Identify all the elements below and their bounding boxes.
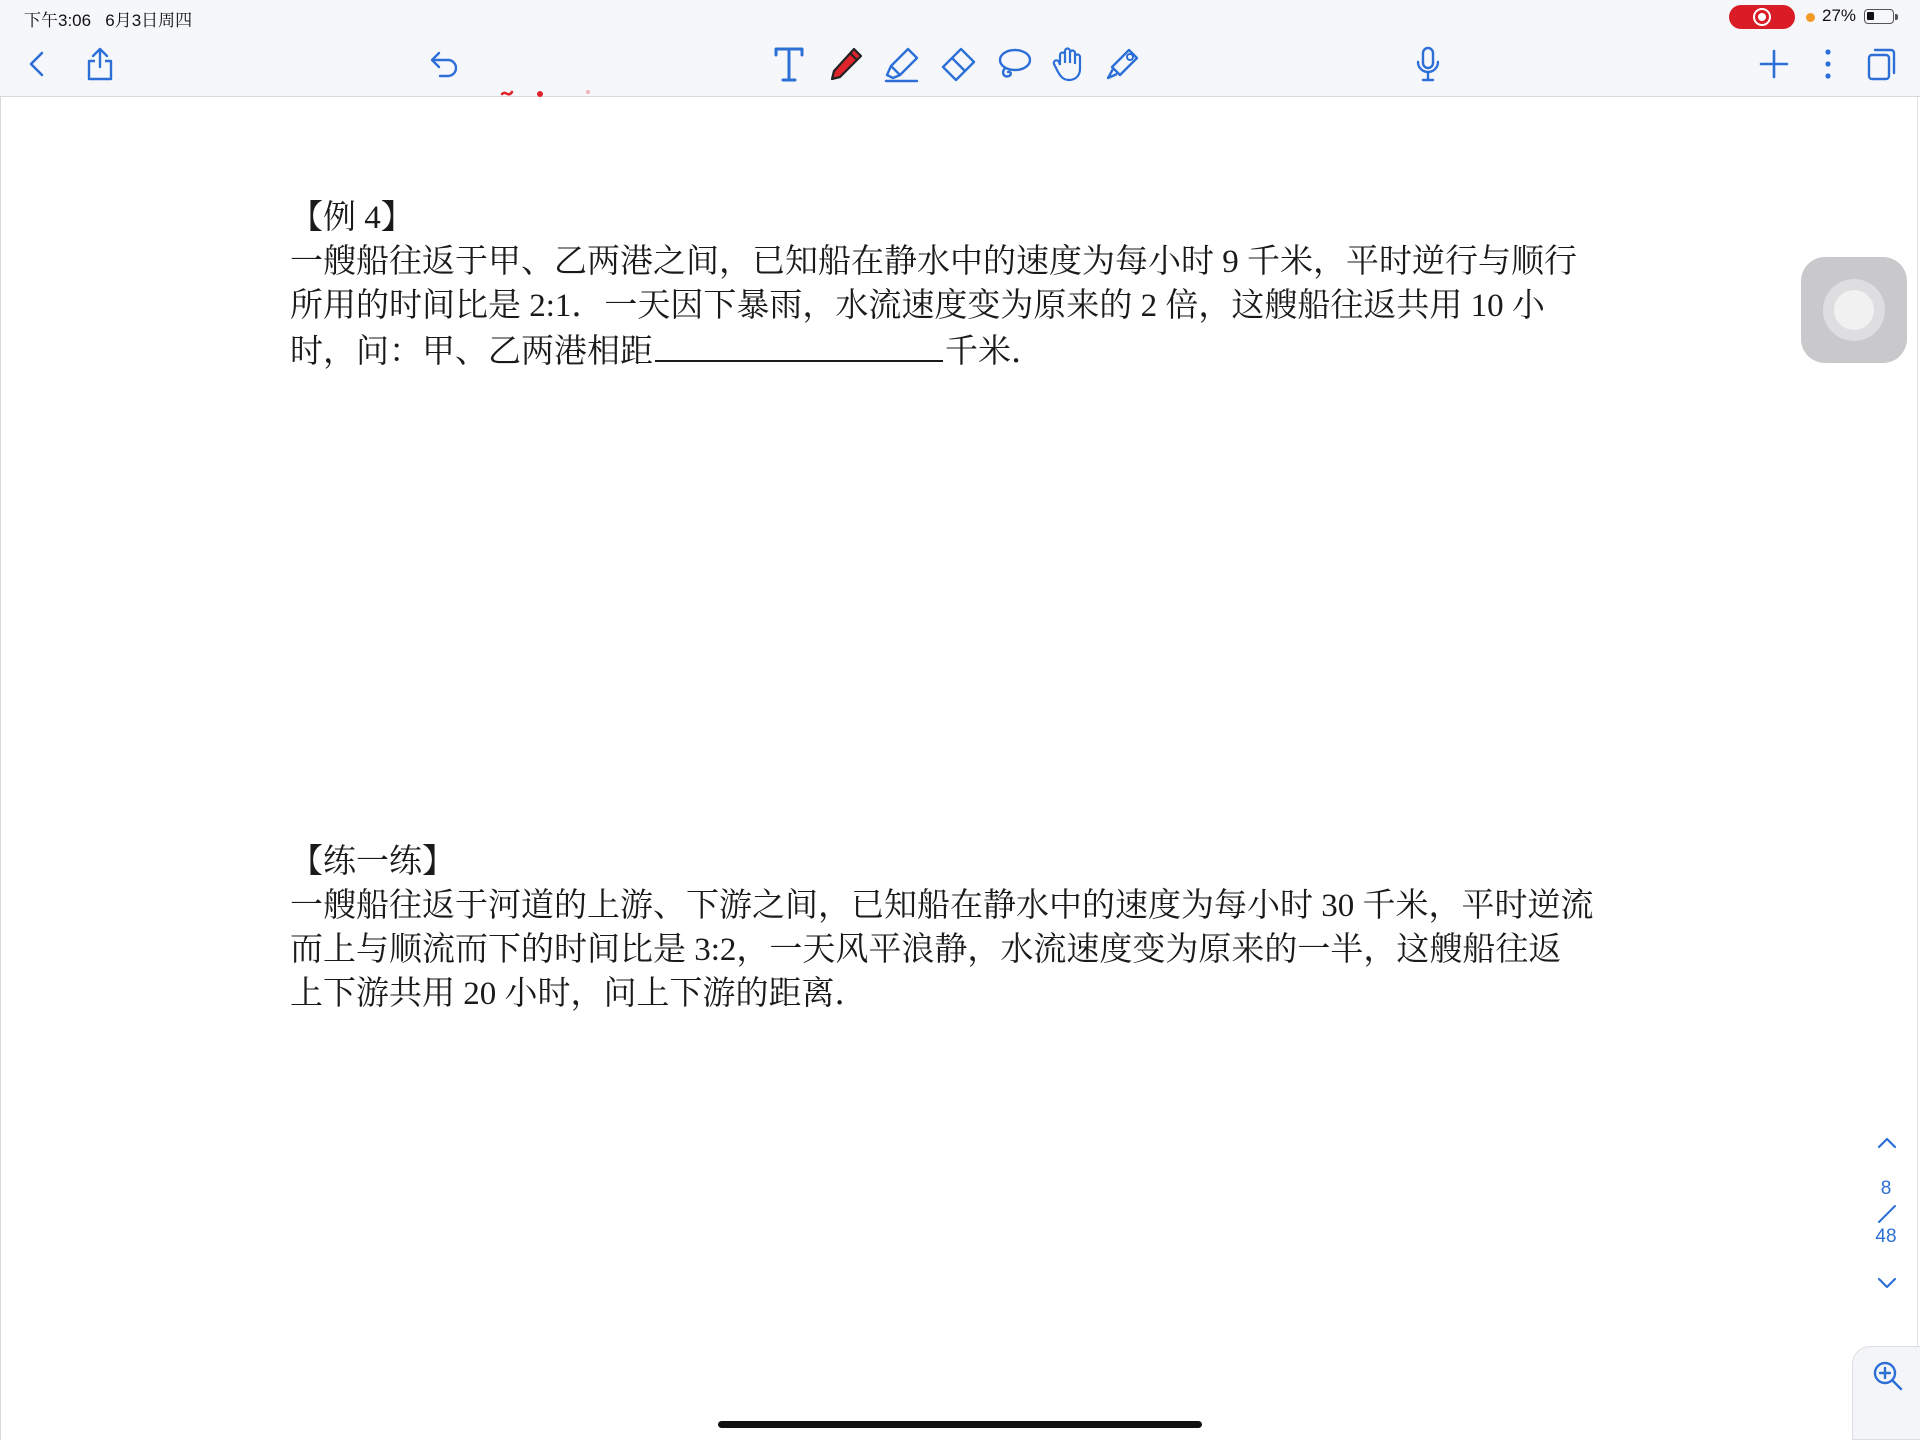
screen-recording-indicator[interactable] xyxy=(1729,5,1795,29)
problem-text: 千米． xyxy=(945,334,1044,370)
status-datetime xyxy=(24,6,192,31)
home-indicator[interactable] xyxy=(718,1421,1202,1428)
highlighter-tool-icon[interactable] xyxy=(880,42,924,86)
record-dot-icon xyxy=(1758,13,1766,21)
problem-line-last xyxy=(290,328,1630,374)
hand-tool-icon[interactable] xyxy=(1047,42,1091,86)
eraser-tool-icon[interactable] xyxy=(936,42,980,86)
example-problem xyxy=(290,196,1630,374)
lasso-tool-icon[interactable] xyxy=(992,42,1036,86)
status-date: 6月3日周四 xyxy=(105,11,193,30)
problem-line: 上下游共用 20 小时，问上下游的距离． xyxy=(290,976,868,1012)
problem-line: 一艘船往返于甲、乙两港之间，已知船在静水中的速度为每小时 9 千米，平时逆行与顺行 xyxy=(290,244,1577,280)
text-tool-icon[interactable] xyxy=(767,42,811,86)
page-divider xyxy=(0,97,1,1440)
battery-icon xyxy=(1864,9,1894,24)
status-bar xyxy=(0,0,1920,34)
problem-text: 时，问：甲、乙两港相距 xyxy=(290,334,653,370)
problem-line: 所用的时间比是 2:1．一天因下暴雨，水流速度变为原来的 2 倍，这艘船往返共用 10 小 xyxy=(290,288,1545,324)
share-icon[interactable] xyxy=(78,42,122,86)
current-page-number: 8 xyxy=(1880,1178,1892,1199)
microphone-icon[interactable] xyxy=(1406,42,1450,86)
practice-heading: 【练一练】 xyxy=(290,844,455,880)
privacy-indicator-dot xyxy=(1806,13,1815,22)
status-time: 下午3:06 xyxy=(24,11,92,30)
zoom-button[interactable] xyxy=(1852,1346,1920,1440)
page-divider xyxy=(1917,97,1918,1440)
undo-icon[interactable] xyxy=(422,42,466,86)
page-separator xyxy=(1876,1203,1898,1225)
pages-icon[interactable] xyxy=(1859,42,1903,86)
zoom-in-icon xyxy=(1871,1359,1905,1393)
problem-line: 一艘船往返于河道的上游、下游之间，已知船在静水中的速度为每小时 30 千米，平时逆流 xyxy=(290,888,1594,924)
pen-tool-icon[interactable] xyxy=(824,42,868,86)
more-icon[interactable] xyxy=(1806,42,1850,86)
total-page-count: 48 xyxy=(1875,1226,1897,1247)
chevron-up-icon[interactable] xyxy=(1872,1128,1902,1158)
answer-blank[interactable] xyxy=(655,328,943,362)
add-page-icon[interactable] xyxy=(1752,42,1796,86)
chevron-down-icon[interactable] xyxy=(1872,1268,1902,1298)
laser-pointer-icon[interactable] xyxy=(1101,42,1145,86)
battery-percentage: 27% xyxy=(1822,6,1857,25)
back-icon[interactable] xyxy=(15,42,59,86)
example-heading: 【例 4】 xyxy=(290,200,414,236)
red-ink-annotation xyxy=(500,88,600,100)
problem-line: 而上与顺流而下的时间比是 3:2，一天风平浪静，水流速度变为原来的一半，这艘船往返 xyxy=(290,932,1562,968)
assistive-touch-button[interactable] xyxy=(1801,257,1907,363)
toolbar xyxy=(0,34,1920,97)
practice-problem xyxy=(290,840,1630,1016)
